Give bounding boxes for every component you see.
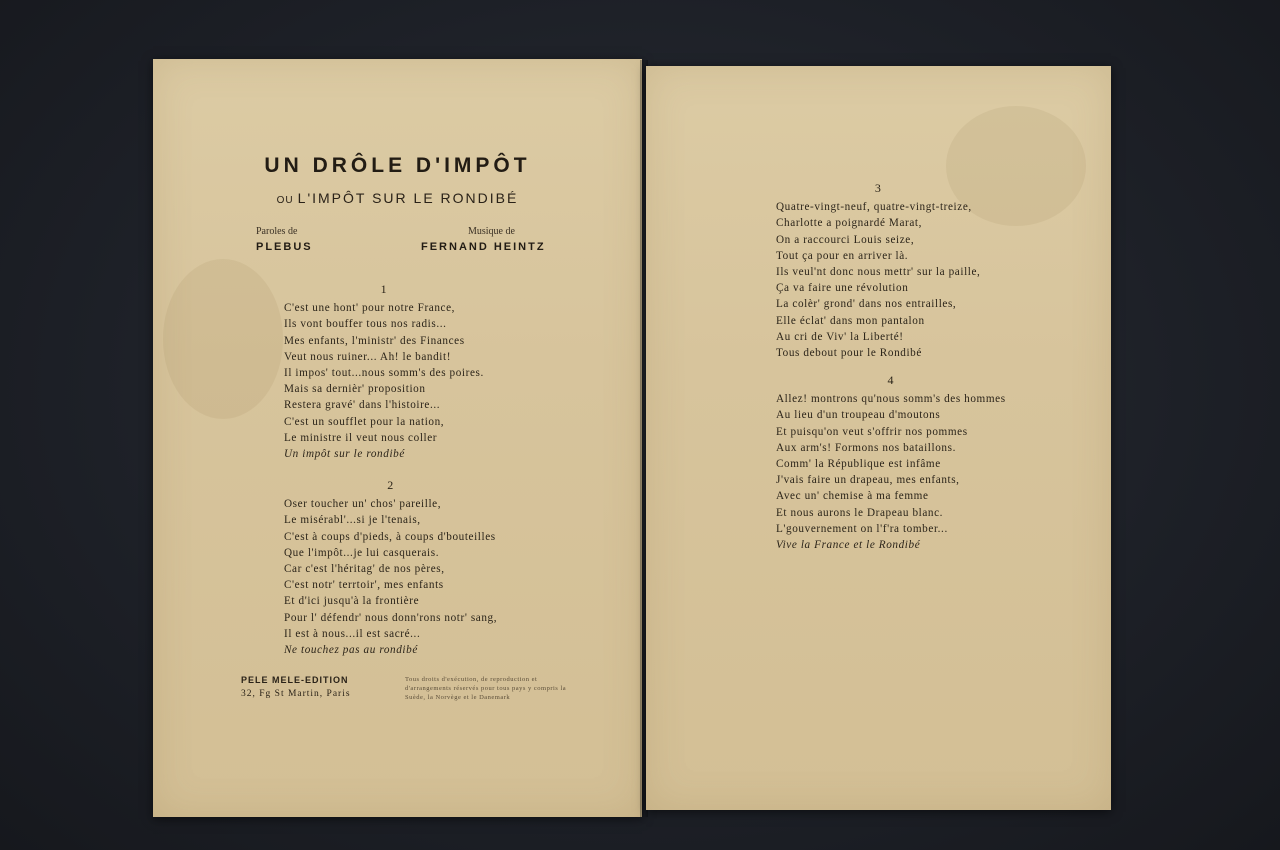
verse-line: Allez! montrons qu'nous somm's des hommes (776, 393, 1006, 406)
verse-line: Et d'ici jusqu'à la frontière (284, 595, 420, 608)
verse-line: Mes enfants, l'ministr' des Finances (284, 334, 465, 347)
verse-line: Le misérabl'...si je l'tenais, (284, 514, 421, 527)
verse-line: Le ministre il veut nous coller (284, 431, 438, 444)
subtitle-prefix: OU (276, 195, 294, 206)
right-page (646, 66, 1111, 810)
verse-2 (284, 477, 497, 658)
verse-refrain: Un impôt sur le rondibé (284, 448, 405, 461)
verse-1 (284, 281, 484, 462)
publisher-address: 32, Fg St Martin, Paris (241, 689, 351, 699)
verse-line: Au lieu d'un troupeau d'moutons (776, 409, 941, 422)
verse-line: Ça va faire une révolution (776, 282, 909, 295)
song-title: UN DRÔLE D'IMPÔT (264, 154, 531, 177)
lyricist-name: PLEBUS (256, 241, 313, 253)
verse-line: C'est à coups d'pieds, à coups d'bouteilles (284, 530, 496, 543)
verse-number: 1 (380, 282, 388, 296)
subtitle-text: L'IMPÔT SUR LE RONDIBÉ (297, 190, 519, 206)
verse-line: Pour l' défendr' nous donn'rons notr' sang, (284, 611, 498, 624)
verse-line: Il impos' tout...nous somm's des poires. (284, 367, 484, 380)
verse-line: Et puisqu'on veut s'offrir nos pommes (776, 425, 968, 438)
verse-line: C'est une hont' pour notre France, (284, 302, 456, 315)
verse-refrain: Ne touchez pas au rondibé (284, 644, 418, 657)
verse-line: Elle éclat' dans mon pantalon (776, 314, 925, 327)
lyrics-label: Paroles de (256, 226, 298, 237)
verse-number: 4 (887, 373, 895, 387)
verse-line: Comm' la République est infâme (776, 458, 941, 471)
verse-number: 3 (874, 181, 882, 195)
rights-notice: Tous droits d'exécution, de reproduction et d'arrangements réservés pour tous pays y compris la Suède, la Norvège et le Danemark (405, 676, 567, 701)
song-subtitle (153, 190, 642, 206)
verse-line: Restera gravé' dans l'histoire... (284, 399, 441, 412)
verse-line: Aux arm's! Formons nos bataillons. (776, 441, 956, 454)
verse-line: L'gouvernement on l'f'ra tomber... (776, 522, 948, 535)
verse-line: Que l'impôt...je lui casquerais. (284, 546, 440, 559)
verse-line: La colèr' grond' dans nos entrailles, (776, 298, 957, 311)
verse-line: Tous debout pour le Rondibé (776, 347, 922, 360)
verse-line: C'est un soufflet pour la nation, (284, 415, 445, 428)
verse-line: Avec un' chemise à ma femme (776, 490, 929, 503)
music-label: Musique de (468, 226, 515, 237)
verse-line: Et nous aurons le Drapeau blanc. (776, 506, 944, 519)
verse-line: Mais sa dernièr' proposition (284, 383, 426, 396)
verse-line: Charlotte a poignardé Marat, (776, 217, 923, 230)
verse-line: Car c'est l'héritag' de nos pères, (284, 563, 445, 576)
verse-line: J'vais faire un drapeau, mes enfants, (776, 474, 960, 487)
paper-stain (163, 259, 283, 419)
composer-name: FERNAND HEINTZ (421, 241, 546, 253)
verse-line: Ils vont bouffer tous nos radis... (284, 318, 447, 331)
verse-line: C'est notr' terrtoir', mes enfants (284, 579, 444, 592)
publisher-block (241, 673, 351, 701)
verse-4 (776, 372, 1006, 553)
verse-refrain: Vive la France et le Rondibé (776, 539, 921, 552)
verse-line: On a raccourci Louis seize, (776, 233, 915, 246)
verse-3 (776, 180, 980, 361)
verse-line: Il est à nous...il est sacré... (284, 627, 421, 640)
verse-line: Ils veul'nt donc nous mettr' sur la paille, (776, 266, 981, 279)
left-page (153, 59, 642, 817)
publisher-name: PELE MELE-EDITION (241, 675, 349, 685)
verse-line: Quatre-vingt-neuf, quatre-vingt-treize, (776, 201, 972, 214)
verse-number: 2 (387, 478, 394, 492)
verse-line: Veut nous ruiner... Ah! le bandit! (284, 350, 452, 363)
verse-line: Tout ça pour en arriver là. (776, 249, 909, 262)
verse-line: Au cri de Viv' la Liberté! (776, 330, 904, 343)
verse-line: Oser toucher un' chos' pareille, (284, 498, 442, 511)
